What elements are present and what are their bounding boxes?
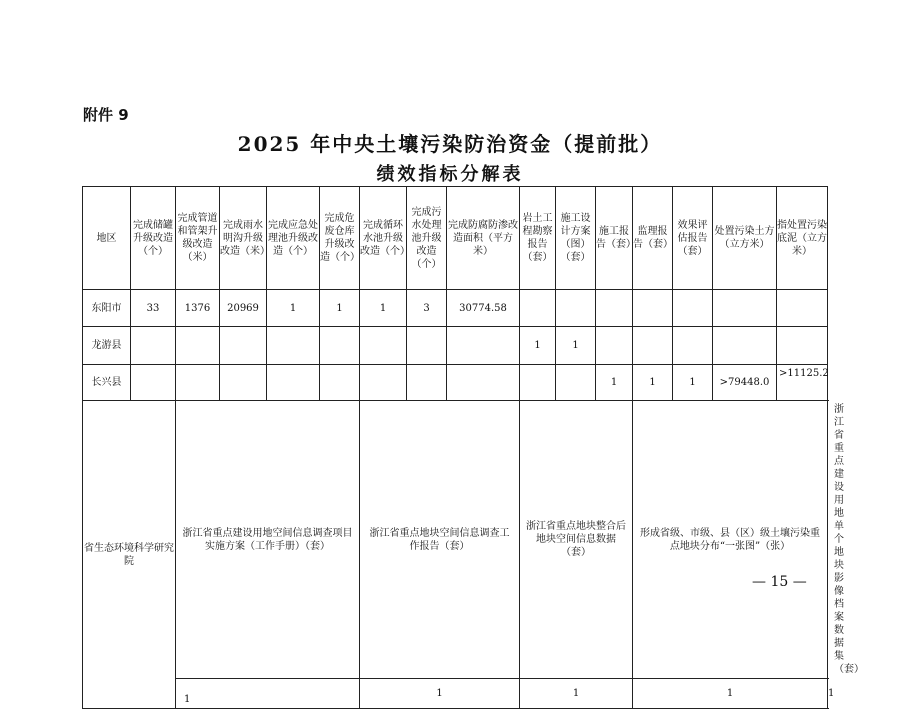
header-cell: 完成管道和管架升级改造（米） (176, 187, 220, 290)
header-cell: 效果评估报告（套） (673, 187, 713, 290)
value-cell (673, 327, 713, 365)
value-cell (176, 327, 220, 365)
value-cell (360, 365, 407, 401)
value-cell (360, 327, 407, 365)
indicator-label: 浙江省重点地块空间信息调查工作报告（套） (360, 401, 520, 679)
value-cell (556, 365, 596, 401)
value-cell: 1376 (176, 290, 220, 327)
value-cell (131, 327, 176, 365)
document-title: 2025 年中央土壤污染防治资金（提前批） (237, 132, 663, 156)
indicator-value: 1 (520, 679, 633, 709)
value-cell: 1 (556, 327, 596, 365)
value-cell: 3 (407, 290, 447, 327)
indicator-value: 1 (633, 679, 828, 709)
value-cell (777, 327, 828, 365)
value-cell: 30774.58 (447, 290, 520, 327)
value-cell (713, 290, 777, 327)
table-row (83, 327, 828, 365)
header-cell: 处置污染土方（立方米） (713, 187, 777, 290)
page-number: — 15 — (752, 574, 807, 590)
value-cell (131, 365, 176, 401)
value-cell: 1 (267, 290, 320, 327)
performance-indicator-table (82, 186, 864, 709)
header-cell: 地区 (83, 187, 131, 290)
value-cell: 1 (673, 365, 713, 401)
indicator-label: 浙江省重点地块整合后地块空间信息数据（套） (520, 401, 633, 679)
value-cell (633, 290, 673, 327)
institute-name: 省生态环境科学研究院 (83, 401, 176, 709)
value-cell (407, 327, 447, 365)
value-cell: 33 (131, 290, 176, 327)
region-cell: 长兴县 (83, 365, 131, 401)
header-cell: 完成雨水明沟升级改造（米） (220, 187, 267, 290)
region-cell: 东阳市 (83, 290, 131, 327)
value-cell (520, 365, 556, 401)
header-cell: 施工设计方案（图）（套） (556, 187, 596, 290)
value-cell (777, 290, 828, 327)
value-cell (407, 365, 447, 401)
value-cell: 1 (360, 290, 407, 327)
indicator-value: 1 (360, 679, 520, 709)
indicator-value: 1 (176, 679, 360, 709)
header-cell: 岩土工程勘察报告（套） (520, 187, 556, 290)
value-cell (220, 365, 267, 401)
value-cell (556, 290, 596, 327)
value-cell (596, 290, 633, 327)
value-cell: 1 (320, 290, 360, 327)
value-cell (320, 327, 360, 365)
indicator-label: 浙江省重点建设用地空间信息调查项目实施方案（工作手册）（套） (176, 401, 360, 679)
header-cell: 完成循环水池升级改造（个） (360, 187, 407, 290)
value-cell (447, 365, 520, 401)
header-cell: 指处置污染底泥（立方米） (777, 187, 828, 290)
value-cell (267, 365, 320, 401)
table-row (83, 290, 828, 327)
value-cell (176, 365, 220, 401)
value-cell (713, 327, 777, 365)
value-cell (596, 327, 633, 365)
value-cell: 1 (633, 365, 673, 401)
value-cell (673, 290, 713, 327)
indicator-label: 形成省级、市级、县（区）级土壤污染重点地块分布“一张图”（张） (633, 401, 828, 679)
value-cell (520, 290, 556, 327)
header-row (83, 187, 828, 290)
value-cell: >79448.0 (713, 365, 777, 401)
header-cell: 完成危废仓库升级改造（个） (320, 187, 360, 290)
value-cell (220, 327, 267, 365)
header-cell: 监理报告（套） (633, 187, 673, 290)
value-cell (320, 365, 360, 401)
value-cell (447, 327, 520, 365)
attachment-label: 附件 9 (83, 106, 129, 124)
value-cell: 20969 (220, 290, 267, 327)
header-cell: 完成污水处理池升级改造（个） (407, 187, 447, 290)
value-cell: 1 (596, 365, 633, 401)
header-cell: 完成应急处理池升级改造（个） (267, 187, 320, 290)
value-cell: >11125.2 (777, 365, 828, 401)
value-cell (633, 327, 673, 365)
institute-label-row: 省生态环境科学研究院 浙江省重点建设用地空间信息调查项目实施方案（工作手册）（套） 浙江省重点地块空间信息调查工作报告（套） 浙江省重点地块整合后地块空间信息数据（套） 形成省级、市级、县（区）级土壤污染重点地块分布“一张图”（张） 浙江省重点建设用地单个地块影像档案数据集（套） (83, 401, 828, 679)
value-cell (267, 327, 320, 365)
header-cell: 完成储罐升级改造（个） (131, 187, 176, 290)
region-cell: 龙游县 (83, 327, 131, 365)
value-cell: 1 (520, 327, 556, 365)
header-cell: 施工报告（套） (596, 187, 633, 290)
table-row (83, 365, 828, 401)
document-subtitle: 绩效指标分解表 (376, 164, 524, 185)
institute-value-row: 1 1 1 1 1 (83, 679, 828, 709)
header-cell: 完成防腐防渗改造面积（平方米） (447, 187, 520, 290)
